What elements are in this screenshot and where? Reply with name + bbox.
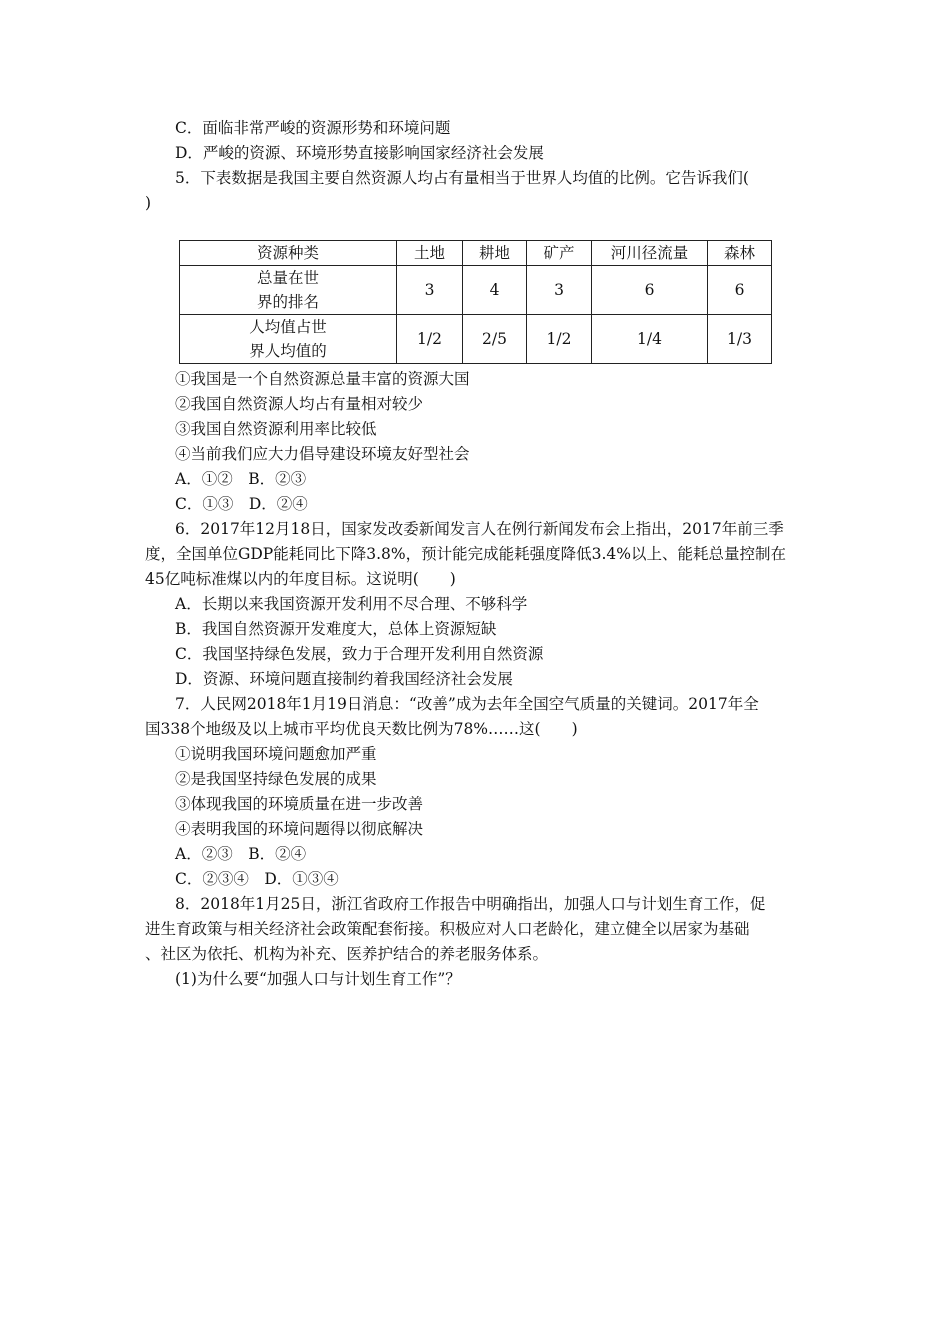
q8-stem-line2: 进生育政策与相关经济社会政策配套衔接。积极应对人口老龄化，建立健全以居家为基础 <box>145 920 750 938</box>
table-cell: 6 <box>592 266 708 315</box>
q7-statement-1: ①说明我国环境问题愈加严重 <box>175 745 377 763</box>
table-cell: 3 <box>527 266 592 315</box>
q7-statement-3: ③体现我国的环境质量在进一步改善 <box>175 795 424 813</box>
row-label-line: 界人均值的 <box>249 342 327 360</box>
q7-statement-4: ④表明我国的环境问题得以彻底解决 <box>175 820 424 838</box>
q6-stem: 6．2017年12月18日，国家发改委新闻发言人在例行新闻发布会上指出，2017年前三季 <box>175 520 784 538</box>
q7-stem-line2: 国338个地级及以上城市平均优良天数比例为78%……这( ) <box>145 720 578 738</box>
table-cell: 2/5 <box>463 315 527 364</box>
table-row-label <box>180 266 397 315</box>
table-header-cell: 耕地 <box>463 241 527 266</box>
table-row <box>180 315 772 364</box>
q5-options-cd: C．①③ D．②④ <box>175 495 308 513</box>
q7-options-cd: C．②③④ D．①③④ <box>175 870 339 888</box>
table-cell: 3 <box>397 266 463 315</box>
row-label-line: 总量在世 <box>256 269 319 287</box>
q5-statement-3: ③我国自然资源利用率比较低 <box>175 420 377 438</box>
table-header-row <box>180 241 772 266</box>
q6-option-b: B．我国自然资源开发难度大，总体上资源短缺 <box>175 620 497 638</box>
table-header-cell: 土地 <box>397 241 463 266</box>
q8-subquestion-1: (1)为什么要“加强人口与计划生育工作”？ <box>175 970 461 988</box>
table-header-cell: 森林 <box>708 241 772 266</box>
table-cell: 1/3 <box>708 315 772 364</box>
table-header-cell: 矿产 <box>527 241 592 266</box>
resource-table <box>179 240 772 364</box>
q7-statement-2: ②是我国坚持绿色发展的成果 <box>175 770 377 788</box>
row-label-line: 人均值占世 <box>249 318 327 336</box>
q6-stem-line3: 45亿吨标准煤以内的年度目标。这说明( ) <box>145 570 456 588</box>
table-row <box>180 266 772 315</box>
table-header-cell: 资源种类 <box>180 241 397 266</box>
row-label-line: 界的排名 <box>256 293 319 311</box>
q8-stem: 8．2018年1月25日，浙江省政府工作报告中明确指出，加强人口与计划生育工作，促 <box>175 895 766 913</box>
table-cell: 4 <box>463 266 527 315</box>
q6-option-d: D．资源、环境问题直接制约着我国经济社会发展 <box>175 670 513 688</box>
table-cell: 1/4 <box>592 315 708 364</box>
q5-options-ab: A．①② B．②③ <box>175 470 307 488</box>
q6-stem-line2: 度，全国单位GDP能耗同比下降3.8%，预计能完成能耗强度降低3.4%以上、能耗总量控制在 <box>145 545 786 563</box>
q8-stem-line3: 、社区为依托、机构为补充、医养护结合的养老服务体系。 <box>145 945 549 963</box>
q4-option-d: D．严峻的资源、环境形势直接影响国家经济社会发展 <box>175 144 544 162</box>
table-row-label <box>180 315 397 364</box>
q5-statement-1: ①我国是一个自然资源总量丰富的资源大国 <box>175 370 470 388</box>
q7-options-ab: A．②③ B．②④ <box>175 845 307 863</box>
table-cell: 1/2 <box>397 315 463 364</box>
table-cell: 1/2 <box>527 315 592 364</box>
q5-stem: 5．下表数据是我国主要自然资源人均占有量相当于世界人均值的比例。它告诉我们( <box>175 169 749 187</box>
q6-option-c: C．我国坚持绿色发展，致力于合理开发利用自然资源 <box>175 645 544 663</box>
q6-option-a: A．长期以来我国资源开发利用不尽合理、不够科学 <box>175 595 528 613</box>
table-header-cell: 河川径流量 <box>592 241 708 266</box>
q7-stem: 7．人民网2018年1月19日消息：“改善”成为去年全国空气质量的关键词。2017年全 <box>175 695 759 713</box>
q5-statement-4: ④当前我们应大力倡导建设环境友好型社会 <box>175 445 470 463</box>
q5-stem-continued: ) <box>145 194 152 212</box>
table-cell: 6 <box>708 266 772 315</box>
q4-option-c: C．面临非常严峻的资源形势和环境问题 <box>175 119 451 137</box>
q5-statement-2: ②我国自然资源人均占有量相对较少 <box>175 395 424 413</box>
